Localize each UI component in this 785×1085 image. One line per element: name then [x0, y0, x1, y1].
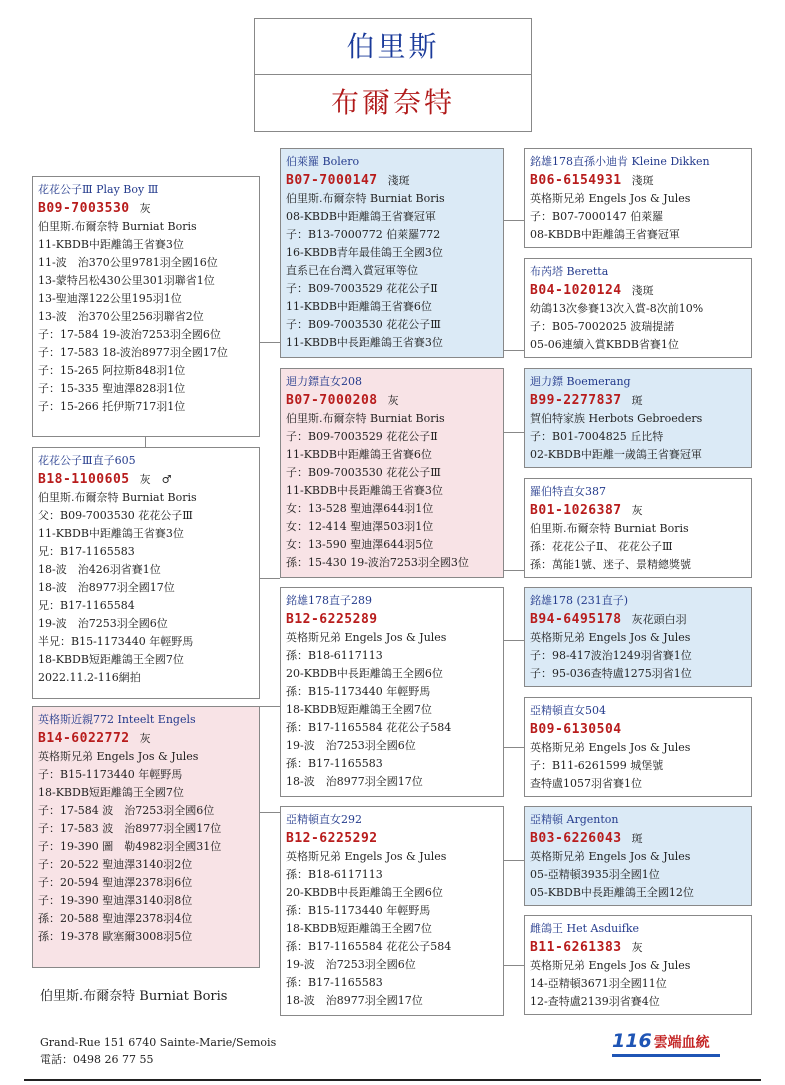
great-grandparent-card-4 [524, 478, 752, 578]
record-line: 父：B09-7003530 花花公子Ⅲ [38, 509, 193, 522]
ring-number: B99-2277837 [530, 393, 622, 408]
bird-name: 亞精頓直女504 [530, 704, 606, 717]
ring-number: B09-6130504 [530, 722, 622, 737]
record-line: 18-KBDB短距離鴿王全國7位 [38, 786, 184, 799]
ring-number: B11-6261383 [530, 940, 622, 955]
record-line: 孫：19-378 歐塞爾3008羽5位 [38, 930, 193, 943]
ring-row [286, 610, 498, 629]
ring-row [286, 391, 498, 410]
brand-logo [612, 1030, 722, 1056]
ring-row [530, 610, 746, 629]
record-line: 19-波 治7253羽全國6位 [38, 617, 168, 630]
record-line: 子：17-583 波 治8977羽全國17位 [38, 822, 222, 835]
record-line: 伯里斯.布爾奈特 Burniat Boris [38, 491, 197, 504]
bird-name: 雌鴿王 Het Asduifke [530, 922, 639, 935]
record-line: 08-KBDB中距離鴿王省賽冠軍 [530, 228, 680, 241]
connector-line [260, 812, 280, 813]
feather-color: 斑 [631, 394, 643, 407]
bird-name: 花花公子Ⅲ直子605 [38, 454, 136, 467]
record-line: 13-蒙特呂松430公里301羽聯省1位 [38, 274, 215, 287]
ring-row [530, 938, 746, 957]
great-grandparent-card-5 [524, 587, 752, 687]
record-line: 19-波 治7253羽全國6位 [286, 958, 416, 971]
connector-line [504, 350, 524, 351]
record-line: 孫：15-430 19-波治7253羽全國3位 [286, 556, 469, 569]
record-line: 英格斯兄弟 Engels Jos & Jules [530, 850, 691, 863]
ring-row [530, 281, 746, 300]
record-line: 11-KBDB中長距離鴿王省賽3位 [286, 484, 443, 497]
ring-row [286, 829, 498, 848]
record-line: 子：98-417波治1249羽省賽1位 [530, 649, 692, 662]
record-line: 子：15-335 聖迪澤828羽1位 [38, 382, 186, 395]
contact-block [40, 1034, 276, 1068]
record-line: 子：B15-1173440 年輕野馬 [38, 768, 183, 781]
bird-name: 亞精頓 Argenton [530, 813, 619, 826]
record-line: 子：B09-7003529 花花公子Ⅱ [286, 430, 438, 443]
record-line: 女：12-414 聖迪澤503羽1位 [286, 520, 434, 533]
great-grandparent-card-3 [524, 368, 752, 468]
record-line: 英格斯兄弟 Engels Jos & Jules [530, 959, 691, 972]
record-line: 子：20-594 聖迪澤2378羽6位 [38, 876, 193, 889]
record-line: 兄：B17-1165584 [38, 599, 135, 612]
record-line: 孫：B18-6117113 [286, 649, 383, 662]
record-line: 直系已在台灣入賞冠軍等位 [286, 264, 418, 277]
record-line: 女：13-590 聖迪澤644羽5位 [286, 538, 434, 551]
record-line: 英格斯兄弟 Engels Jos & Jules [530, 631, 691, 644]
bird-name: 羅伯特直女387 [530, 485, 606, 498]
record-line: 查特盧1057羽省賽1位 [530, 777, 642, 790]
connector-line [504, 570, 524, 571]
record-line: 孫：B18-6117113 [286, 868, 383, 881]
record-line: 孫：B15-1173440 年輕野馬 [286, 685, 431, 698]
record-line: 13-聖迪澤122公里195羽1位 [38, 292, 182, 305]
great-grandparent-card-6 [524, 697, 752, 797]
ring-number: B04-1020124 [530, 283, 622, 298]
bird-name: 銘雄178直子289 [286, 594, 372, 607]
record-line: 伯里斯.布爾奈特 Burniat Boris [38, 220, 197, 233]
ring-number: B07-7000147 [286, 173, 378, 188]
bottom-rule [24, 1079, 761, 1081]
connector-line [504, 860, 524, 861]
bird-name: 布芮塔 Beretta [530, 265, 609, 278]
record-line: 18-KBDB短距離鴿王全國7位 [286, 922, 432, 935]
record-line: 12-查特盧2139羽省賽4位 [530, 995, 660, 1008]
record-line: 子：B11-6261599 城堡號 [530, 759, 664, 772]
record-line: 英格斯兄弟 Engels Jos & Jules [530, 192, 691, 205]
record-line: 05-06連續入賞KBDB省賽1位 [530, 338, 679, 351]
ring-number: B07-7000208 [286, 393, 378, 408]
ring-row [530, 391, 746, 410]
record-line: 子：15-265 阿拉斯848羽1位 [38, 364, 186, 377]
ring-row [286, 171, 498, 190]
ring-number: B01-1026387 [530, 503, 622, 518]
record-line: 11-波 治370公里9781羽全國16位 [38, 256, 218, 269]
record-line: 孫：20-588 聖迪澤2378羽4位 [38, 912, 193, 925]
bird-name: 伯萊羅 Bolero [286, 155, 360, 168]
ring-number: B18-1100605 [38, 472, 130, 487]
great-grandparent-card-1 [524, 148, 752, 248]
bird-name: 亞精頓直女292 [286, 813, 362, 826]
feather-color: 斑 [631, 832, 643, 845]
record-line: 子：19-390 聖迪澤3140羽8位 [38, 894, 193, 907]
connector-line [260, 342, 280, 343]
owner-name-title: 伯里斯 [255, 19, 531, 75]
ring-number: B12-6225292 [286, 831, 378, 846]
dam-dam-bird-card [280, 806, 504, 1016]
ring-number: B14-6022772 [38, 731, 130, 746]
connector-line [260, 578, 280, 579]
ring-number: B09-7003530 [38, 201, 130, 216]
record-line: 13-波 治370公里256羽聯省2位 [38, 310, 204, 323]
feather-color: 灰 ♂ [139, 473, 172, 486]
record-line: 11-KBDB中距離鴿王省賽3位 [38, 527, 184, 540]
record-line: 伯里斯.布爾奈特 Burniat Boris [286, 192, 445, 205]
record-line: 子：B01-7004825 丘比特 [530, 430, 664, 443]
record-line: 子：17-584 波 治7253羽全國6位 [38, 804, 215, 817]
record-line: 兄：B17-1165583 [38, 545, 135, 558]
record-line: 20-KBDB中長距離鴿王全國6位 [286, 886, 443, 899]
record-line: 英格斯兄弟 Engels Jos & Jules [286, 850, 447, 863]
record-line: 08-KBDB中距離鴿王省賽冠軍 [286, 210, 436, 223]
record-line: 孫：B15-1173440 年輕野馬 [286, 904, 431, 917]
ring-row [530, 171, 746, 190]
record-line: 幼鴿13次參賽13次入賞-8次前10% [530, 302, 704, 315]
record-line: 16-KBDB青年最佳鴿王全國3位 [286, 246, 443, 259]
connector-line [504, 220, 524, 221]
logo-number: 116 [612, 1030, 652, 1052]
record-line: 11-KBDB中距離鴿王省賽6位 [286, 300, 432, 313]
bird-name: 銘雄178直孫小迪肯 Kleine Dikken [530, 155, 710, 168]
record-line: 孫：B17-1165583 [286, 757, 383, 770]
bird-name: 迴力鏢 Boemerang [530, 375, 631, 388]
record-line: 子：15-266 托伊斯717羽1位 [38, 400, 186, 413]
record-line: 11-KBDB中距離鴿王省賽3位 [38, 238, 184, 251]
record-line: 子：B09-7003530 花花公子Ⅲ [286, 466, 441, 479]
connector-line [260, 706, 280, 707]
feather-color: 灰 [139, 202, 151, 215]
record-line: 2022.11.2-116網拍 [38, 671, 141, 684]
dam-sire-bird-card [280, 587, 504, 797]
record-line: 子：B09-7003529 花花公子Ⅱ [286, 282, 438, 295]
phone: 電話：0498 26 77 55 [40, 1053, 154, 1066]
ring-row [530, 720, 746, 739]
record-line: 孫：B17-1165584 花花公子584 [286, 940, 452, 953]
record-line: 子：B07-7000147 伯萊羅 [530, 210, 664, 223]
record-line: 孫：花花公子Ⅱ、 花花公子Ⅲ [530, 540, 673, 553]
bird-name: 迴力鏢直女208 [286, 375, 362, 388]
connector-line [145, 437, 146, 447]
address: Grand-Rue 151 6740 Sainte-Marie/Semois [40, 1036, 277, 1049]
feather-color: 灰 [631, 941, 643, 954]
record-line: 英格斯兄弟 Engels Jos & Jules [286, 631, 447, 644]
record-line: 11-KBDB中長距離鴿王省賽3位 [286, 336, 443, 349]
feather-color: 淺斑 [387, 174, 410, 187]
title-box [254, 18, 532, 132]
record-line: 18-KBDB短距離鴿王全國7位 [38, 653, 184, 666]
record-line: 子：20-522 聖迪澤3140羽2位 [38, 858, 193, 871]
record-line: 子：B13-7000772 伯萊羅772 [286, 228, 441, 241]
record-line: 伯里斯.布爾奈特 Burniat Boris [530, 522, 689, 535]
feather-color: 灰 [387, 394, 399, 407]
record-line: 11-KBDB中距離鴿王省賽6位 [286, 448, 432, 461]
connector-line [504, 640, 524, 641]
feather-color: 淺斑 [631, 284, 654, 297]
record-line: 18-波 治8977羽全國17位 [38, 581, 175, 594]
record-line: 子：95-036查特盧1275羽省1位 [530, 667, 692, 680]
record-line: 19-波 治7253羽全國6位 [286, 739, 416, 752]
record-line: 半兄：B15-1173440 年輕野馬 [38, 635, 194, 648]
sire-dam-bird-card [280, 368, 504, 578]
logo-underline [612, 1054, 720, 1057]
sire-bird-card [280, 148, 504, 358]
feather-color: 灰 [139, 732, 151, 745]
record-line: 05-亞精頓3935羽全國1位 [530, 868, 660, 881]
record-line: 18-波 治8977羽全國17位 [286, 994, 423, 1007]
connector-line [504, 747, 524, 748]
record-line: 18-波 治8977羽全國17位 [286, 775, 423, 788]
record-line: 女：13-528 聖迪澤644羽1位 [286, 502, 434, 515]
record-line: 02-KBDB中距離一歲鴿王省賽冠軍 [530, 448, 702, 461]
ring-number: B06-6154931 [530, 173, 622, 188]
record-line: 賀伯特家族 Herbots Gebroeders [530, 412, 703, 425]
feather-color: 淺斑 [631, 174, 654, 187]
great-grandparent-card-2 [524, 258, 752, 358]
record-line: 子：B09-7003530 花花公子Ⅲ [286, 318, 441, 331]
record-line: 子：19-390 圖 勒4982羽全國31位 [38, 840, 222, 853]
record-line: 英格斯兄弟 Engels Jos & Jules [530, 741, 691, 754]
connector-line [504, 432, 524, 433]
record-line: 14-亞精頓3671羽全國11位 [530, 977, 667, 990]
record-line: 子：17-584 19-波治7253羽全國6位 [38, 328, 221, 341]
record-line: 子：B05-7002025 波瑞提諾 [530, 320, 675, 333]
bird-name: 花花公子Ⅲ Play Boy Ⅲ [38, 183, 159, 196]
record-line: 18-KBDB短距離鴿王全國7位 [286, 703, 432, 716]
connector-line [504, 965, 524, 966]
record-line: 子：17-583 18-波治8977羽全國17位 [38, 346, 228, 359]
record-line: 20-KBDB中長距離鴿王全國6位 [286, 667, 443, 680]
ring-row [38, 199, 254, 218]
ring-row [38, 470, 254, 489]
ring-number: B12-6225289 [286, 612, 378, 627]
record-line: 伯里斯.布爾奈特 Burniat Boris [286, 412, 445, 425]
ring-row [530, 501, 746, 520]
subject-bird-card [32, 176, 260, 437]
feather-color: 灰花頭白羽 [631, 613, 687, 626]
dam-bird-card [32, 706, 260, 968]
record-line: 孫：B17-1165584 花花公子584 [286, 721, 452, 734]
logo-text: 雲端血統 [653, 1035, 710, 1051]
daughter-bird-card [32, 447, 260, 699]
ring-row [530, 829, 746, 848]
great-grandparent-card-7 [524, 806, 752, 906]
owner-surname-title: 布爾奈特 [330, 86, 455, 119]
ring-number: B03-6226043 [530, 831, 622, 846]
ring-number: B94-6495178 [530, 612, 622, 627]
record-line: 孫：B17-1165583 [286, 976, 383, 989]
record-line: 英格斯兄弟 Engels Jos & Jules [38, 750, 199, 763]
record-line: 05-KBDB中長距離鴿王全國12位 [530, 886, 694, 899]
record-line: 孫：萬能1號、迷子、景精總獎號 [530, 558, 691, 571]
ring-row [38, 729, 254, 748]
great-grandparent-card-8 [524, 915, 752, 1015]
owner-name: 伯里斯.布爾奈特 Burniat Boris [40, 989, 228, 1004]
bird-name: 銘雄178 (231直子) [530, 594, 629, 607]
feather-color: 灰 [631, 504, 643, 517]
bird-name: 英格斯近親772 Inteelt Engels [38, 713, 196, 726]
record-line: 18-波 治426羽省賽1位 [38, 563, 161, 576]
